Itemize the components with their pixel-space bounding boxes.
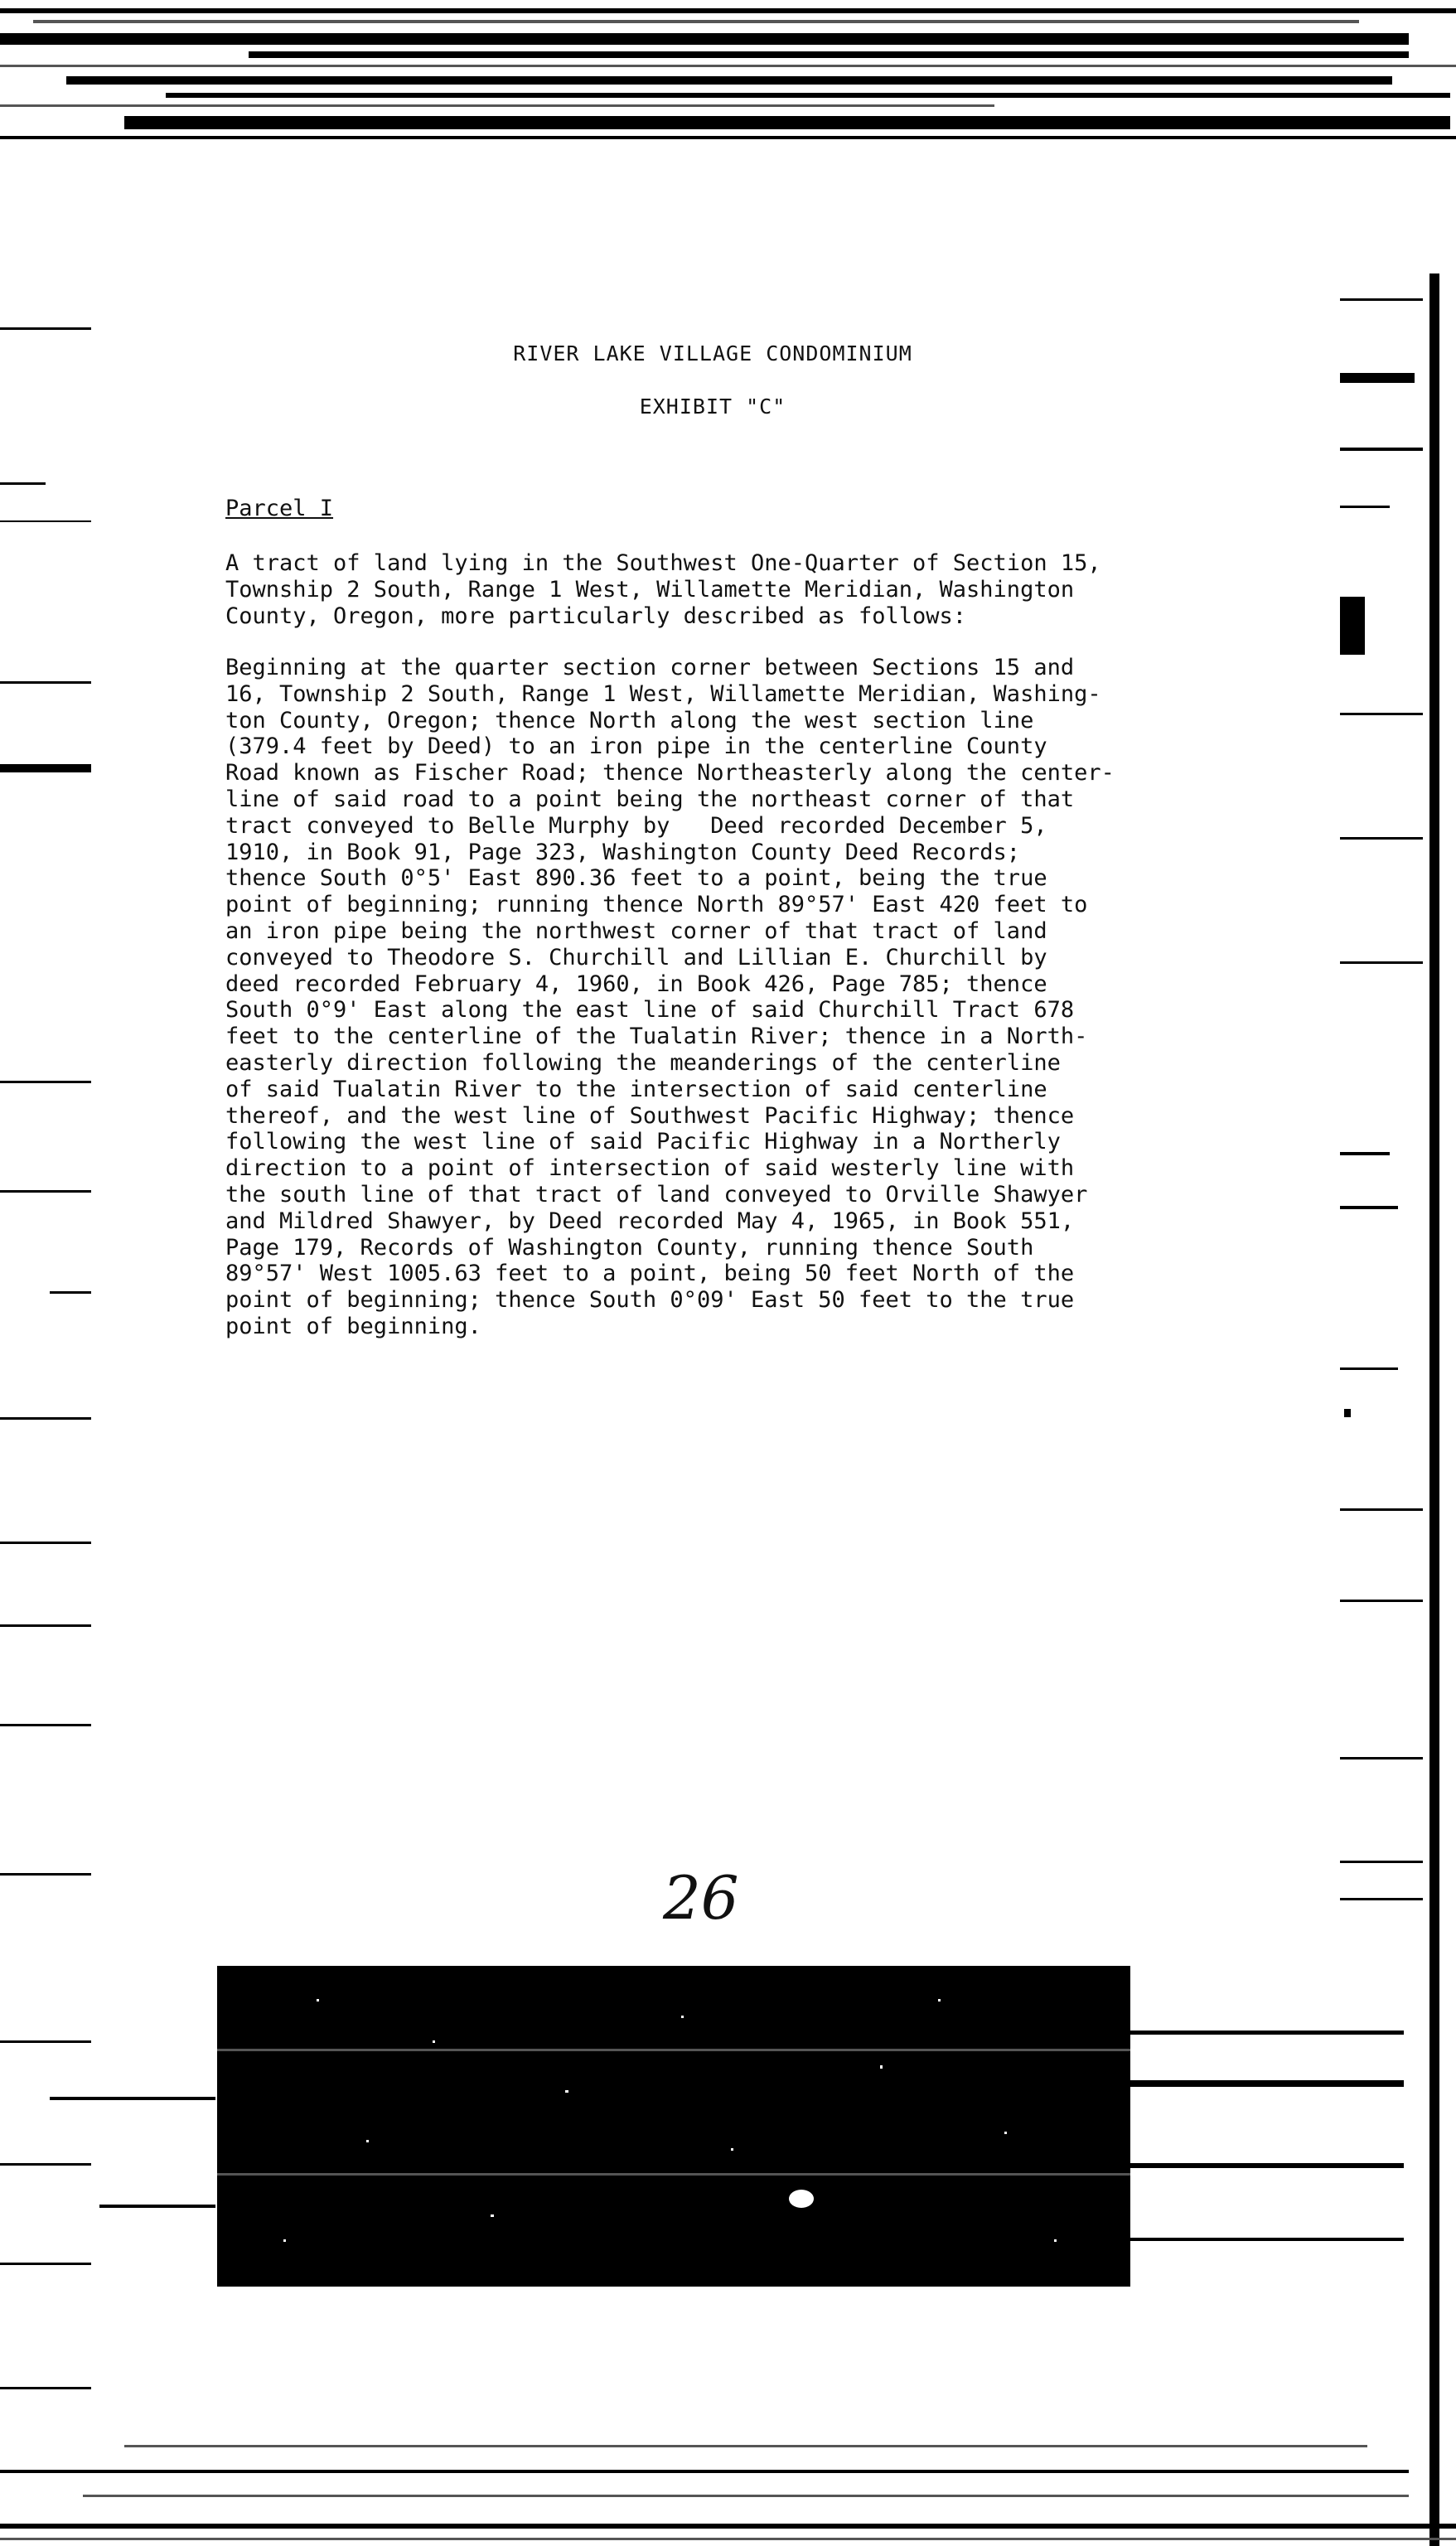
scan-noise-bottom: [0, 2445, 1456, 2546]
scan-edge-right: [1429, 273, 1439, 2546]
paragraph-legal-description: Beginning at the quarter section corner between Sections 15 and 16, Township 2 South, Range 1 West, Willamette Meridian, Washing- ton County, Oregon; thence North along the west section line (379.4 feet by Deed) to an iron pipe in the centerline County Road known as Fischer Road; thence Northeasterly along the center- line of said road to a point being the northeast corner of that tract conveyed to Belle Murphy by Deed recorded December 5, 1910, in Book 91, Page 323, Washington County Deed Records; thence South 0°5' East 890.36 feet to a point, being the true point of beginning; running thence North 89°57' East 420 feet to an iron pipe being the northwest corner of that tract of land conveyed to Theodore S. Churchill and Lillian E. Churchill by deed recorded February 4, 1960, in Book 426, Page 785; thence South 0°9' East along the east line of said Churchill Tract 678 feet to the centerline of the Tualatin River; thence in a North- easterly direction following the meanderings of the centerline of said Tualatin River to the intersection of said centerline thereof, and the west line of Southwest Pacific Highway; thence following the west line of said Pacific Highway in a Northerly direction to a point of intersection of said westerly line with the south line of that tract of land conveyed to Orville Shawyer and Mildred Shawyer, by Deed recorded May 4, 1965, in Book 551, Page 179, Records of Washington County, running thence South 89°57' West 1005.63 feet to a point, being 50 feet North of the point of beginning; thence South 0°09' East 50 feet to the true point of beginning.: [225, 655, 1115, 1339]
document-title: RIVER LAKE VILLAGE CONDOMINIUM: [513, 341, 912, 365]
exhibit-label: EXHIBIT "C": [639, 394, 786, 419]
section-heading: Parcel I: [225, 496, 334, 521]
handwritten-page-number: 26: [663, 1863, 739, 1933]
scan-noise-top: [0, 0, 1456, 149]
paragraph-intro: A tract of land lying in the Southwest One-Quarter of Section 15, Township 2 South, Range 1 West, Willamette Meridian, Washington County, Oregon, more particularly described as follows:: [225, 550, 1101, 629]
scan-noise-block: [217, 1966, 1130, 2287]
